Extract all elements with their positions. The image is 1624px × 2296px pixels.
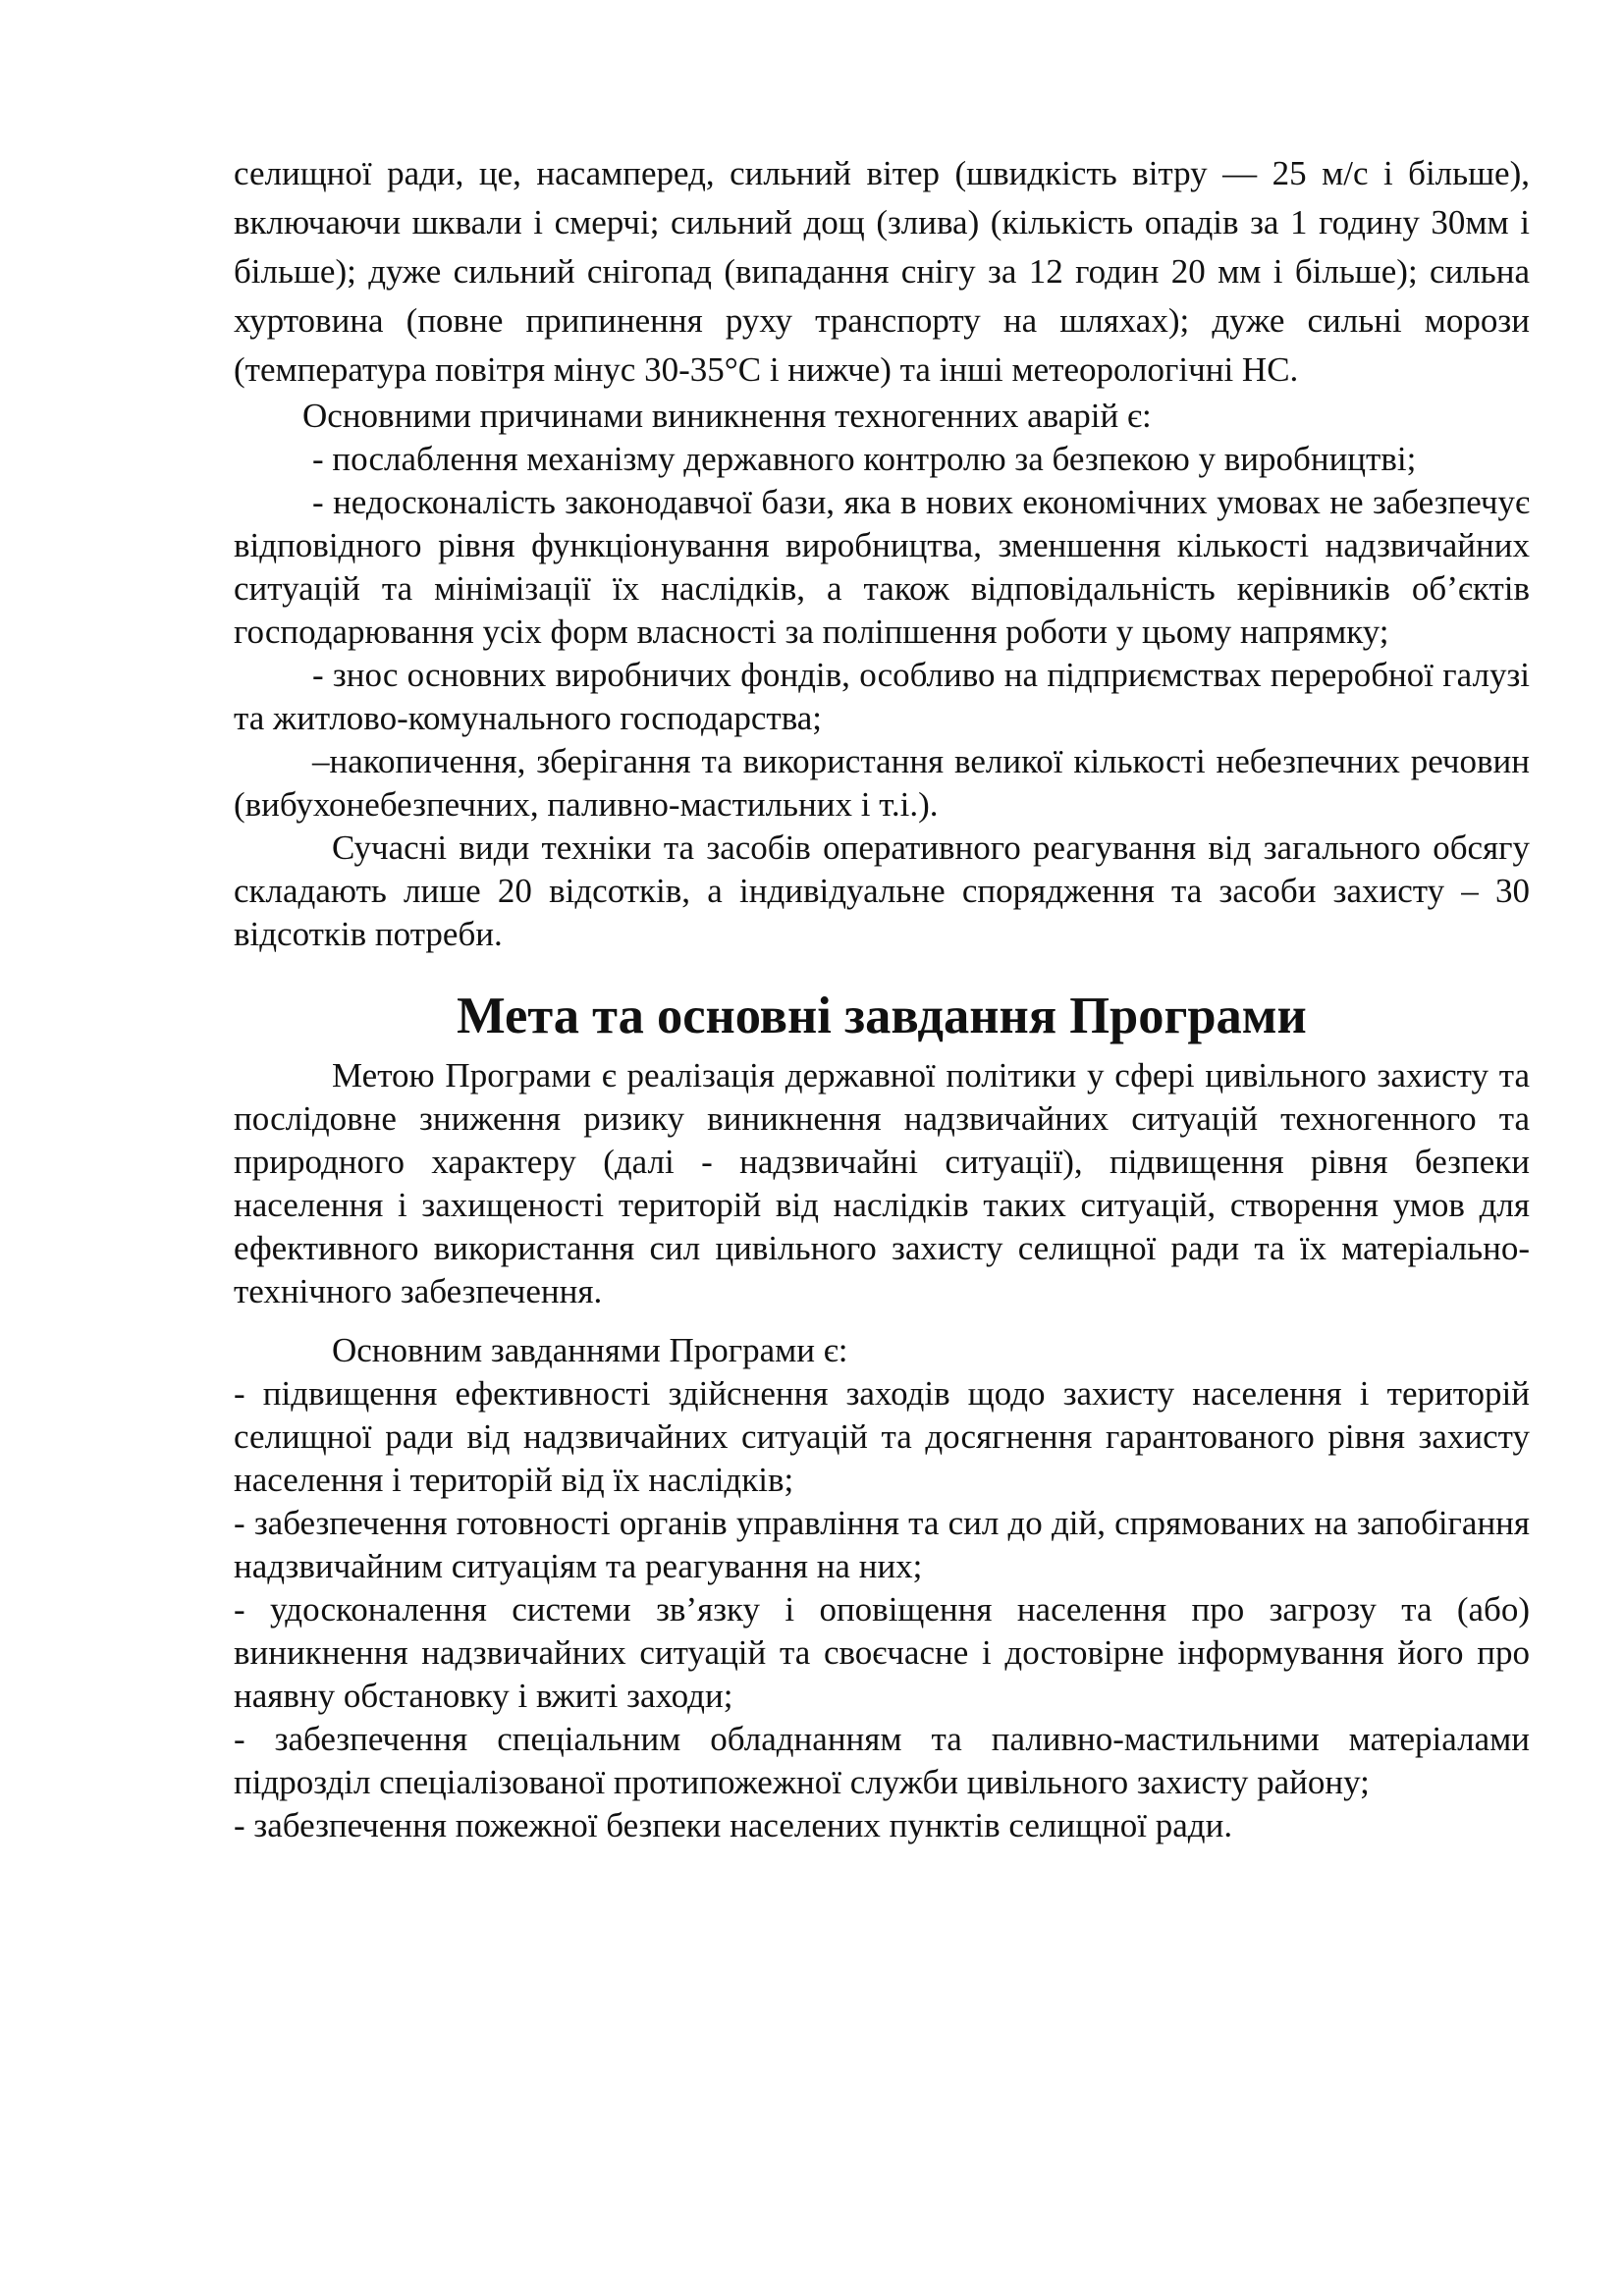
list-item-cause-legislation: - недосконалість законодавчої бази, яка в нових економічних умовах не забезпечує відповідного рівня функціонування виробництва, зменшення кількості надзвичайних ситуацій та мінімізації їх наслідків, а також відповідальність керівників об’єктів господарювання усіх форм власності за поліпшення роботи у цьому напрямку; [234,483,1530,651]
document-page [234,149,1530,1847]
list-item-cause-wear: - знос основних виробничих фондів, особливо на підприємствах переробної галузі та житлово-комунального господарства; [234,656,1530,737]
list-item-cause-control: - послаблення механізму державного контролю за безпекою у виробництві; [312,440,1417,478]
section-heading: Мета та основні завдання Програми [457,988,1307,1044]
paragraph-program-goal: Метою Програми є реалізація державної політики у сфері цивільного захисту та послідовне зниження ризику виникнення надзвичайних ситуацій техногенного та природного характеру (далі - надзвичайні ситуації), підвищення рівня безпеки населення і захищеності територій від наслідків таких ситуацій, створення умов для ефективного використання сил цивільного захисту селищної ради та їх матеріально-технічного забезпечення. [234,1056,1530,1310]
paragraph-meteorological-hazards: селищної ради, це, насамперед, сильний вітер (швидкість вітру — 25 м/с і більше), включаючи шквали і смерчі; сильний дощ (злива) (кількість опадів за 1 годину 30мм і більше); дуже сильний снігопад (випадання снігу за 12 годин 20 мм і більше); сильна хуртовина (повне припинення руху транспорту на шляхах); дуже сильні морози (температура повітря мінус 30-35°С і нижче) та інші метеорологічні НС. [234,154,1530,389]
list-item-task-efficiency: - підвищення ефективності здійснення заходів щодо захисту населення і територій селищної ради від надзвичайних ситуацій та досягнення гарантованого рівня захисту населення і територій від їх наслідків; [234,1374,1530,1499]
list-item-task-communication: - удосконалення системи зв’язку і оповіщення населення про загрозу та (або) виникнення надзвичайних ситуацій та своєчасне і достовірне інформування його про наявну обстановку і вжиті заходи; [234,1590,1530,1715]
list-item-task-readiness: - забезпечення готовності органів управління та сил до дій, спрямованих на запобігання надзвичайним ситуаціям та реагування на них; [234,1504,1530,1585]
list-item-task-equipment: - забезпечення спеціальним обладнанням та паливно-мастильними матеріалами підрозділ спеціалізованої протипожежної служби цивільного захисту району; [234,1720,1530,1801]
paragraph-equipment-status: Сучасні види техніки та засобів оперативного реагування від загального обсягу складають лише 20 відсотків, а індивідуальне спорядження та засоби захисту – 30 відсотків потреби. [234,828,1530,953]
list-item-cause-hazardous-substances: –накопичення, зберігання та використання великої кількості небезпечних речовин (вибухонебезпечних, паливно-мастильних і т.і.). [234,742,1530,824]
paragraph-tasks-intro: Основним завданнями Програми є: [332,1331,848,1369]
paragraph-causes-intro: Основними причинами виникнення техногенних аварій є: [302,397,1152,435]
list-item-task-fire-safety: - забезпечення пожежної безпеки населених пунктів селищної ради. [234,1806,1233,1844]
